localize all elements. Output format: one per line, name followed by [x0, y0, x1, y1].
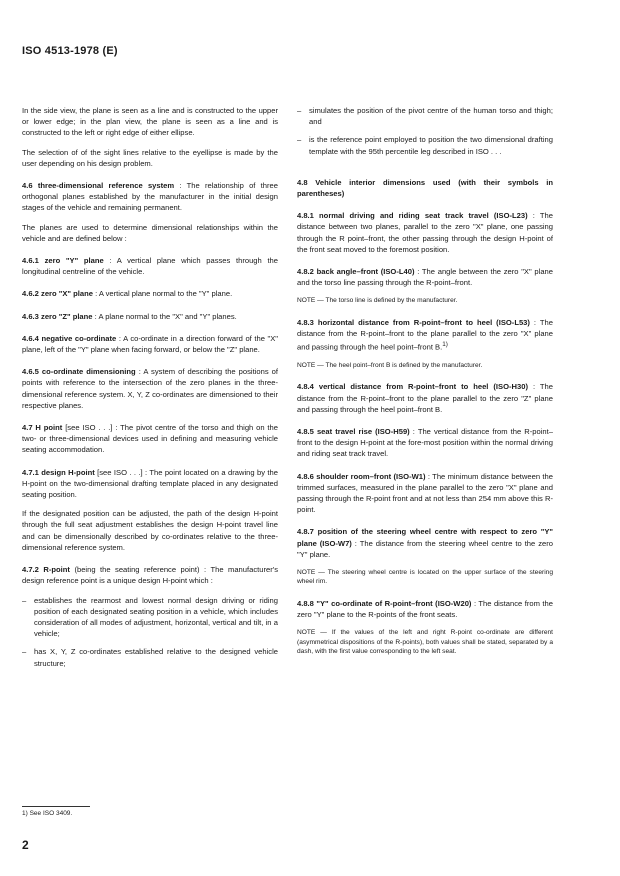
clause-term: "Y" co-ordinate of R-point–front (ISO-W20): [316, 598, 472, 608]
clause-number: 4.6: [22, 181, 33, 191]
clause-4-8-3: [297, 317, 553, 353]
clause-4-6-3: [22, 311, 278, 322]
clause-4-8-1: [297, 210, 553, 255]
clause-number: 4.6.5: [22, 367, 39, 377]
clause-number: 4.8.6: [297, 471, 314, 481]
clause-term: zero "Y" plane: [44, 256, 104, 266]
list-item: [22, 646, 278, 668]
list-item-text: has X, Y, Z co-ordinates established relative to the designed vehicle structure;: [34, 647, 278, 668]
dash-marker: –: [297, 106, 302, 115]
clause-4-8-5: [297, 426, 553, 460]
clause-term: normal driving and riding seat track travel (ISO-L23): [319, 211, 528, 221]
clause-4-6-4: [22, 333, 278, 355]
clause-number: 4.7.2: [22, 565, 39, 575]
dash-marker: –: [22, 595, 27, 605]
paragraph: If the designated position can be adjusted, the path of the design H-point through the full seat adjustment establishes the design H-point travel line and can be dimensionally described by co-ordinates relative to the three-dimensional reference system.: [22, 509, 278, 552]
clause-4-6: [22, 180, 278, 214]
clause-number: 4.6.3: [22, 311, 39, 321]
clause-term: position of the steering wheel centre with respect to zero "Y" plane (ISO-W7): [297, 527, 553, 548]
clause-number: 4.8.1: [297, 211, 314, 221]
clause-text: : The distance from the steering wheel centre to the zero "Y" plane.: [297, 538, 553, 559]
clause-4-8-8: [297, 598, 553, 620]
clause-4-8-4: [297, 381, 553, 415]
clause-4-8-2: [297, 266, 553, 288]
clause-number: 4.7: [22, 423, 33, 433]
clause-text: [see ISO . . .] : The pivot centre of the torso and thigh on the two- or three-dimensional devices used in defining and measuring vehicle seating accommodation.: [22, 423, 278, 455]
clause-term: vertical distance from R-point–front to heel (ISO-H30): [318, 382, 528, 392]
clause-text: (being the seating reference point) : The manufacturer's design reference point is a unique design H-point which :: [22, 565, 278, 586]
clause-text: : The relationship of three orthogonal planes established by the manufacturer in the initial design stages of the vehicle and remaining permanent.: [22, 181, 278, 213]
clause-4-8-7: [297, 526, 553, 560]
paragraph: In the side view, the plane is seen as a line and is constructed to the upper or lower edge; in the plan view, the plane is seen as a line and is constructed to the left or right edge of either ellipse.: [22, 106, 278, 138]
clause-number: 4.8: [297, 177, 308, 187]
list-item: [297, 134, 553, 156]
clause-term: seat travel rise (ISO-H59): [316, 427, 410, 436]
clause-text: : The distance from the R-point–front to the plane parallel to the zero "Z" plane and passing through the heel point–front B.: [297, 382, 553, 414]
clause-term: design H-point: [41, 467, 95, 477]
clause-number: 4.7.1: [22, 467, 39, 477]
clause-text: : The minimum distance between the trimmed surfaces, measured in the plane parallel to the zero "X" plane and passing through the R-point front and at not less than 254 mm above this R-point.: [297, 471, 553, 515]
list-item: [22, 595, 278, 640]
clause-term: co-ordinate dimensioning: [41, 367, 136, 377]
page-number: 2: [22, 838, 29, 852]
clause-number: 4.8.2: [297, 267, 314, 277]
clause-4-6-2: [22, 288, 278, 299]
clause-text: : A plane normal to the "X" and "Y" planes.: [94, 311, 237, 321]
clause-term: zero "Z" plane: [41, 311, 93, 321]
clause-4-6-1: [22, 255, 278, 277]
footnote: 1) See ISO 3409.: [22, 810, 73, 817]
document-header: ISO 4513-1978 (E): [22, 45, 118, 57]
clause-4-7-1: [22, 467, 278, 501]
clause-4-7-2: [22, 564, 278, 586]
clause-text: : A system of describing the positions of points with reference to the intersection of the zero planes in the three-dimensional reference system. X, Y, Z co-ordinates are dimensioned to their respective planes.: [22, 367, 278, 410]
note: NOTE — The torso line is defined by the manufacturer.: [297, 297, 458, 305]
paragraph: The planes are used to determine dimensional relationships within the vehicle and are defined below :: [22, 222, 278, 243]
list-item: [297, 105, 553, 127]
right-column: [297, 105, 553, 664]
list-item-text: establishes the rearmost and lowest normal design driving or riding position of each designated seating position in a vehicle, which includes consideration of all modes of adjustment, horizontal, vertical and tilt, in a vehicle;: [34, 595, 278, 639]
paragraph: The selection of of the sight lines relative to the eyellipse is made by the user depending on his design problem.: [22, 147, 278, 168]
clause-text: : A vertical plane normal to the "Y" plane.: [95, 289, 233, 299]
clause-number: 4.8.4: [297, 382, 314, 392]
clause-4-8: [297, 177, 553, 199]
note: NOTE — The steering wheel centre is located on the upper surface of the steering wheel rim.: [297, 569, 553, 586]
footnote-ref: 1): [442, 341, 448, 349]
left-column: [22, 105, 278, 676]
clause-text: : The distance from the zero "Y" plane to the R-points of the front seats.: [297, 598, 553, 620]
clause-number: 4.6.4: [22, 333, 39, 343]
clause-text: : The distance between two planes, parallel to the zero "X" plane, one passing through the R point–front, the other passing through the design H-point of the front seat moved to the foremost position.: [297, 211, 553, 254]
clause-number: 4.6.1: [22, 256, 39, 266]
clause-number: 4.8.8: [297, 598, 314, 608]
clause-4-7: [22, 422, 278, 456]
clause-4-6-5: [22, 366, 278, 411]
clause-number: 4.8.3: [297, 317, 314, 327]
clause-term: back angle–front (ISO-L40): [316, 267, 415, 277]
clause-term: three-dimensional reference system: [37, 181, 175, 191]
list-item-text: simulates the position of the pivot centre of the human torso and thigh; and: [309, 106, 553, 127]
note: NOTE — If the values of the left and right R-point co-ordinate are different (asymmetrical dispositions of the R-points), both values shall be stated, separated by a dash, with the first value corresponding to the left seat.: [297, 629, 553, 656]
dash-marker: –: [297, 135, 302, 145]
clause-term: shoulder room–front (ISO-W1): [316, 471, 426, 481]
clause-term: R-point: [43, 565, 70, 575]
clause-term: zero "X" plane: [41, 289, 93, 299]
clause-text: : The vertical distance from the R-point–front to the design H-point at the fore-most position within the normal driving and riding seat track travel.: [297, 427, 553, 459]
clause-number: 4.8.7: [297, 527, 314, 537]
clause-term: H point: [35, 423, 63, 433]
clause-4-8-6: [297, 471, 553, 516]
clause-text: : A vertical plane which passes through the longitudinal centreline of the vehicle.: [22, 256, 278, 277]
clause-text: : A co-ordinate in a direction forward of the "X" plane, left of the "Y" plane when facing forward, or below the "Z" plane.: [22, 333, 278, 355]
clause-text: : The distance from the R-point–front to the plane parallel to the zero "X" plane and passing through the heel point–front B.: [297, 317, 553, 352]
clause-number: 4.8.5: [297, 427, 314, 436]
clause-text: : The angle between the zero "X" plane and the torso line passing through the R-point–front.: [297, 267, 553, 288]
clause-text: [see ISO . . .] : The point located on a drawing by the H-point on the two-dimensional drafting template placed in any designated seating position.: [22, 467, 278, 500]
dash-marker: –: [22, 647, 27, 657]
clause-term: Vehicle interior dimensions used (with their symbols in parentheses): [297, 177, 553, 199]
clause-term: horizontal distance from R-point–front to heel (ISO-L53): [317, 317, 530, 327]
note: NOTE — The heel point–front B is defined by the manufacturer.: [297, 361, 483, 369]
footnote-rule: [22, 806, 90, 807]
clause-term: negative co-ordinate: [41, 333, 117, 343]
list-item-text: is the reference point employed to position the two dimensional drafting template with the 95th percentile leg described in ISO . . .: [309, 135, 553, 156]
clause-number: 4.6.2: [22, 289, 39, 299]
